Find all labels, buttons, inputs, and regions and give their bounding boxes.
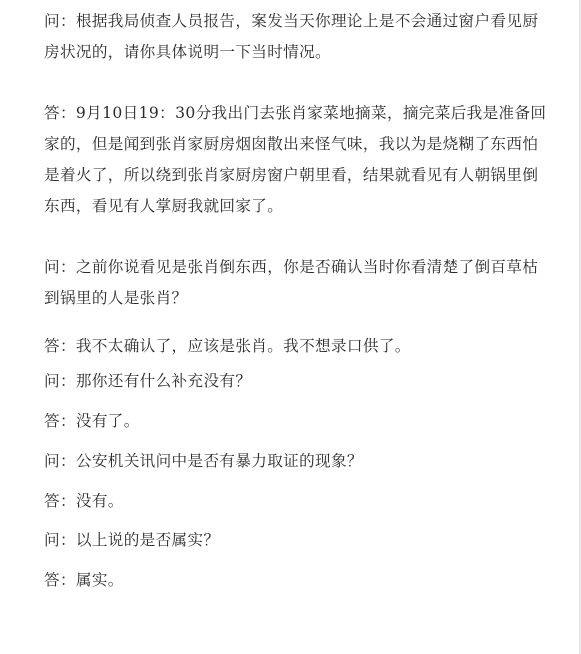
- question-paragraph: 问：公安机关讯问中是否有暴力取证的现象？: [44, 452, 363, 470]
- question-paragraph: 问：以上说的是否属实？: [44, 531, 220, 549]
- answer-paragraph: 答：9月10日19：30分我出门去张肖家菜地摘菜，摘完菜后我是准备回家的，但是闻到张肖家厨房烟囱散出来怪气味，我以为是烧糊了东西怕是着火了，所以绕到张肖家厨房窗户朝里看，结果就看见有人朝锅里倒东西，看见有人掌厨我就回家了。: [44, 104, 547, 215]
- question-paragraph: 问：根据我局侦查人员报告，案发当天你理论上是不会通过窗户看见厨房状况的，请你具体说明一下当时情况。: [44, 12, 539, 61]
- question-paragraph: 问：那你还有什么补充没有？: [44, 372, 252, 390]
- answer-paragraph: 答：属实。: [44, 571, 124, 589]
- answer-paragraph: 答：我不太确认了，应该是张肖。我不想录口供了。: [44, 337, 411, 355]
- question-paragraph: 问：之前你说看见是张肖倒东西，你是否确认当时你看清楚了倒百草枯到锅里的人是张肖？: [44, 258, 539, 307]
- answer-paragraph: 答：没有。: [44, 492, 124, 510]
- answer-paragraph: 答：没有了。: [44, 412, 140, 430]
